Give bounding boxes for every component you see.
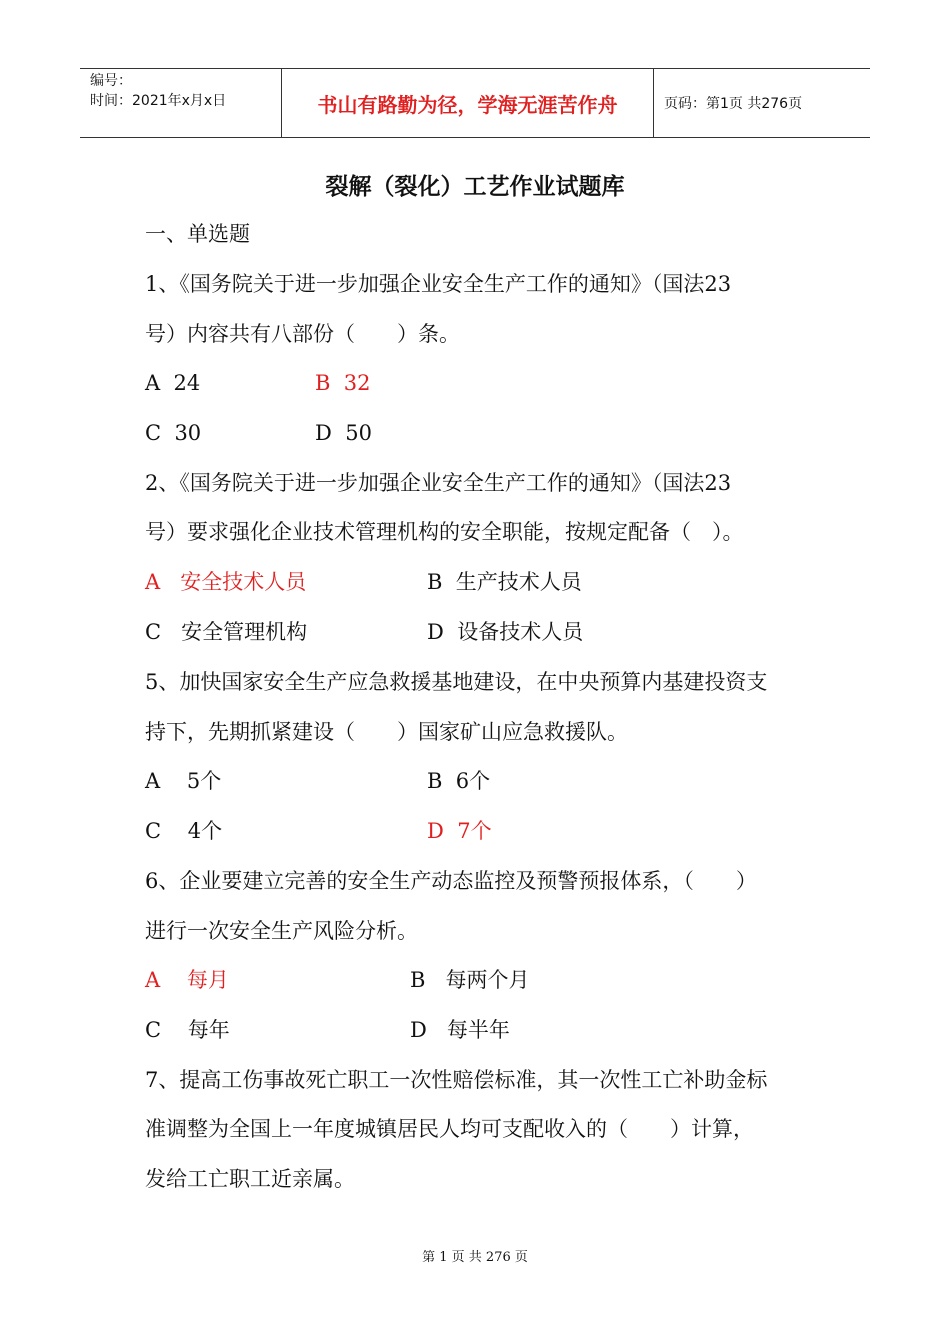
page-header (80, 68, 870, 138)
question-2-line-2: 号）要求强化企业技术管理机构的安全职能，按规定配备（ ）。 (145, 520, 744, 544)
question-7-line-1: 7、提高工伤事故死亡职工一次性赔偿标准，其一次性工亡补助金标 (145, 1068, 768, 1092)
question-2-option-d: D 设备技术人员 (427, 620, 584, 644)
question-1-option-d: D 50 (315, 421, 372, 445)
question-5-line-1: 5、加快国家安全生产应急救援基地建设，在中央预算内基建投资支 (145, 670, 768, 694)
question-2-option-a: A 安全技术人员 (145, 570, 307, 594)
question-2-line-1: 2、《国务院关于进一步加强企业安全生产工作的通知》（国法23 (145, 471, 732, 495)
header-motto: 书山有路勤为径，学海无涯苦作舟 (317, 92, 618, 117)
question-1-option-b: B 32 (315, 371, 371, 395)
question-6-option-a: A 每月 (145, 968, 229, 992)
header-date-label: 时间：2021年x月x日 (90, 93, 227, 109)
question-2-option-b: B 生产技术人员 (427, 570, 582, 594)
header-motto-cell (281, 69, 654, 137)
question-1-option-c: C 30 (145, 421, 202, 445)
question-6-option-c: C 每年 (145, 1018, 230, 1042)
question-1-option-a: A 24 (145, 371, 201, 395)
question-2-option-c: C 安全管理机构 (145, 620, 308, 644)
question-5-option-c: C 4个 (145, 819, 223, 843)
question-7-line-2: 准调整为全国上一年度城镇居民人均可支配收入的（ ）计算， (145, 1117, 754, 1141)
header-page-cell (654, 69, 870, 137)
question-5-line-2: 持下，先期抓紧建设（ ）国家矿山应急救援队。 (145, 720, 628, 744)
question-6-option-d: D 每半年 (410, 1018, 510, 1042)
question-1-line-2: 号）内容共有八部份（ ）条。 (145, 322, 460, 346)
document-title: 裂解（裂化）工艺作业试题库 (325, 174, 625, 200)
question-6-option-b: B 每两个月 (410, 968, 530, 992)
question-5-option-a: A 5个 (145, 769, 222, 793)
section-heading: 一、单选题 (145, 222, 250, 246)
question-6-line-2: 进行一次安全生产风险分析。 (145, 919, 418, 943)
question-1-line-1: 1、《国务院关于进一步加强企业安全生产工作的通知》（国法23 (145, 272, 732, 296)
page-footer: 第 1 页 共 276 页 (422, 1250, 528, 1265)
header-page-info: 页码：第1页 共276页 (664, 96, 803, 112)
question-7-line-3: 发给工亡职工近亲属。 (145, 1167, 355, 1191)
header-meta (80, 69, 281, 137)
question-5-option-b: B 6个 (427, 769, 491, 793)
question-6-line-1: 6、企业要建立完善的安全生产动态监控及预警预报体系，（ ） (145, 869, 757, 893)
header-code-label: 编号： (90, 73, 132, 89)
question-5-option-d: D 7个 (427, 819, 492, 843)
